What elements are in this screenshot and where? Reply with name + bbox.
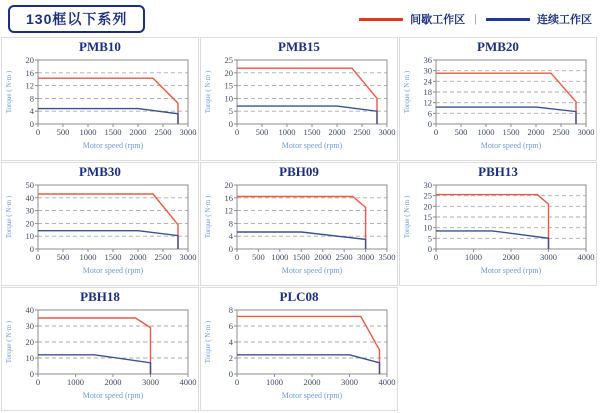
chart-title: PMB30 [79, 164, 121, 179]
svg-text:10: 10 [224, 93, 233, 104]
svg-text:2: 2 [228, 353, 233, 363]
chart-plot [201, 179, 397, 283]
svg-text:10: 10 [25, 231, 34, 242]
chart-grid [0, 35, 600, 411]
svg-text:3000: 3000 [540, 252, 557, 262]
svg-text:10: 10 [25, 353, 34, 363]
svg-text:4000: 4000 [577, 252, 595, 262]
svg-text:1000: 1000 [271, 252, 289, 262]
svg-text:2000: 2000 [303, 377, 321, 387]
svg-text:8: 8 [29, 93, 34, 104]
y-axis-label: Torque ( N·m ) [5, 195, 13, 239]
x-axis-label: Motor speed (rpm) [480, 141, 542, 150]
y-axis-label: Torque ( N·m ) [403, 195, 411, 239]
chart-plot [201, 304, 397, 408]
svg-text:6: 6 [228, 321, 233, 331]
svg-text:24: 24 [423, 76, 432, 87]
svg-text:20: 20 [224, 180, 233, 190]
svg-text:500: 500 [255, 127, 269, 137]
chart-title: PBH09 [279, 164, 319, 179]
chart-title: PMB15 [278, 39, 320, 54]
svg-text:30: 30 [423, 65, 432, 76]
svg-text:1500: 1500 [502, 127, 520, 137]
svg-text:2000: 2000 [104, 377, 122, 387]
series-line [237, 316, 380, 374]
x-axis-label: Motor speed (rpm) [281, 391, 343, 400]
svg-text:2000: 2000 [129, 252, 147, 262]
series-line [237, 232, 366, 249]
y-axis-label: Torque ( N·m ) [403, 70, 411, 114]
svg-text:3500: 3500 [378, 252, 396, 262]
svg-text:0: 0 [228, 244, 233, 254]
svg-text:5: 5 [228, 106, 233, 117]
series-title: 130框以下系列 [8, 5, 145, 33]
svg-text:3000: 3000 [577, 127, 595, 137]
svg-text:0: 0 [427, 244, 432, 254]
x-axis-label: Motor speed (rpm) [480, 266, 542, 275]
svg-text:1000: 1000 [79, 252, 97, 262]
svg-text:0: 0 [234, 252, 240, 262]
chart-plot [2, 304, 198, 408]
svg-text:10: 10 [423, 222, 432, 233]
svg-text:15: 15 [423, 212, 432, 222]
svg-text:500: 500 [56, 127, 70, 137]
svg-text:0: 0 [29, 244, 34, 254]
svg-text:4: 4 [228, 231, 233, 242]
svg-text:20: 20 [25, 218, 34, 229]
series-line [436, 107, 576, 124]
svg-text:12: 12 [423, 97, 432, 108]
chart-plot [400, 179, 596, 283]
series-line [237, 106, 377, 124]
svg-text:0: 0 [228, 369, 233, 379]
svg-text:1000: 1000 [79, 127, 97, 137]
legend-separator: | [474, 13, 477, 25]
chart-title: PBH18 [80, 289, 120, 304]
x-axis-label: Motor speed (rpm) [82, 391, 144, 400]
svg-text:30: 30 [423, 180, 432, 190]
svg-text:15: 15 [224, 80, 233, 91]
legend-label: 间歇工作区 [410, 14, 466, 26]
series-line [436, 195, 549, 249]
y-axis-label: Torque ( N·m ) [204, 320, 212, 364]
chart-panel-PBH18 [1, 287, 199, 411]
svg-text:4: 4 [29, 106, 34, 117]
svg-text:8: 8 [228, 305, 233, 315]
legend [359, 11, 592, 27]
svg-text:1500: 1500 [104, 127, 122, 137]
svg-text:2500: 2500 [552, 127, 570, 137]
svg-text:1500: 1500 [292, 252, 310, 262]
svg-text:4000: 4000 [378, 377, 396, 387]
y-axis-label: Torque ( N·m ) [5, 70, 13, 114]
svg-text:2000: 2000 [328, 127, 346, 137]
chart-plot [201, 54, 397, 158]
svg-text:20: 20 [25, 337, 34, 347]
svg-text:3000: 3000 [179, 252, 197, 262]
svg-text:0: 0 [35, 377, 41, 387]
chart-plot [2, 54, 198, 158]
y-axis-label: Torque ( N·m ) [204, 70, 212, 114]
svg-text:2000: 2000 [502, 252, 520, 262]
svg-text:36: 36 [423, 55, 432, 65]
svg-text:0: 0 [433, 252, 439, 262]
chart-panel-PBH13 [399, 162, 597, 286]
svg-text:500: 500 [252, 252, 265, 262]
svg-text:40: 40 [25, 305, 34, 315]
svg-text:0: 0 [35, 127, 41, 137]
svg-text:1000: 1000 [67, 377, 84, 387]
intermittent-line-swatch [359, 18, 403, 21]
svg-text:2500: 2500 [154, 127, 172, 137]
svg-text:2500: 2500 [335, 252, 353, 262]
series-line [436, 231, 549, 249]
svg-text:50: 50 [25, 180, 34, 190]
svg-text:12: 12 [25, 80, 34, 91]
series-line [38, 78, 178, 124]
svg-text:0: 0 [427, 119, 432, 129]
svg-text:16: 16 [224, 192, 233, 203]
svg-text:3000: 3000 [341, 377, 358, 387]
svg-text:18: 18 [423, 87, 432, 97]
legend-item-continuous [486, 11, 592, 27]
x-axis-label: Motor speed (rpm) [82, 266, 144, 275]
series-line [38, 194, 178, 249]
svg-text:2000: 2000 [314, 252, 332, 262]
chart-plot [2, 179, 198, 283]
svg-text:20: 20 [25, 55, 34, 65]
x-axis-label: Motor speed (rpm) [281, 141, 343, 150]
svg-text:1500: 1500 [303, 127, 321, 137]
chart-title: PBH13 [478, 164, 518, 179]
chart-title: PMB10 [79, 39, 121, 54]
chart-title: PMB20 [477, 39, 519, 54]
svg-text:2500: 2500 [154, 252, 172, 262]
series-line [237, 68, 377, 124]
svg-text:0: 0 [234, 127, 240, 137]
svg-text:1000: 1000 [477, 127, 495, 137]
svg-text:0: 0 [228, 119, 233, 129]
svg-text:0: 0 [433, 127, 439, 137]
chart-panel-PMB10 [1, 37, 199, 161]
svg-text:20: 20 [224, 67, 233, 78]
svg-text:1000: 1000 [266, 377, 283, 387]
continuous-line-swatch [486, 18, 530, 21]
svg-text:30: 30 [25, 321, 34, 331]
svg-text:3000: 3000 [357, 252, 375, 262]
svg-text:20: 20 [423, 201, 432, 212]
svg-text:0: 0 [35, 252, 41, 262]
series-line [436, 73, 576, 124]
svg-text:4: 4 [228, 337, 233, 347]
svg-text:3000: 3000 [179, 127, 197, 137]
chart-panel-PLC08 [200, 287, 398, 411]
chart-panel-PBH09 [200, 162, 398, 286]
svg-text:3000: 3000 [142, 377, 159, 387]
svg-text:8: 8 [228, 218, 233, 229]
chart-plot [400, 54, 596, 158]
svg-text:40: 40 [25, 192, 34, 203]
page-header [0, 0, 600, 35]
svg-text:2000: 2000 [527, 127, 545, 137]
svg-text:2000: 2000 [129, 127, 147, 137]
svg-text:6: 6 [427, 108, 432, 119]
chart-panel-PMB15 [200, 37, 398, 161]
svg-text:3000: 3000 [378, 127, 396, 137]
legend-label: 连续工作区 [537, 14, 592, 26]
legend-item-intermittent [359, 11, 465, 27]
x-axis-label: Motor speed (rpm) [281, 266, 343, 275]
y-axis-label: Torque ( N·m ) [5, 320, 13, 364]
svg-text:0: 0 [234, 377, 240, 387]
svg-text:0: 0 [29, 119, 34, 129]
svg-text:16: 16 [25, 67, 34, 78]
chart-title: PLC08 [279, 289, 319, 304]
svg-text:0: 0 [29, 369, 34, 379]
x-axis-label: Motor speed (rpm) [82, 141, 144, 150]
chart-panel-PMB30 [1, 162, 199, 286]
series-line [237, 197, 366, 250]
svg-text:500: 500 [56, 252, 70, 262]
svg-text:2500: 2500 [353, 127, 371, 137]
svg-text:5: 5 [427, 233, 432, 244]
svg-text:25: 25 [224, 55, 233, 65]
series-line [38, 231, 178, 249]
svg-text:4000: 4000 [179, 377, 197, 387]
y-axis-label: Torque ( N·m ) [204, 195, 212, 239]
svg-text:12: 12 [224, 205, 233, 216]
svg-text:30: 30 [25, 205, 34, 216]
chart-panel-PMB20 [399, 37, 597, 161]
svg-text:25: 25 [423, 190, 432, 201]
svg-text:1500: 1500 [104, 252, 122, 262]
svg-text:1000: 1000 [465, 252, 482, 262]
svg-text:500: 500 [454, 127, 468, 137]
svg-text:1000: 1000 [278, 127, 296, 137]
